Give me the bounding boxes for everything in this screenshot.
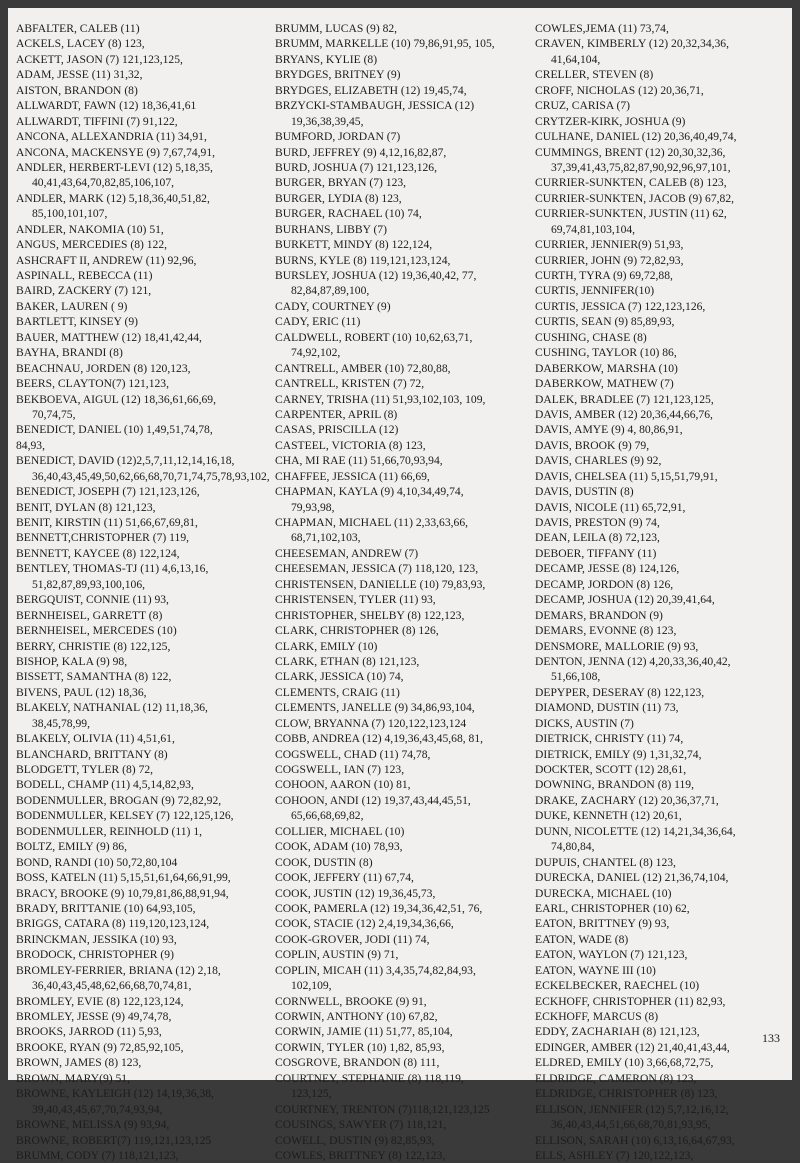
index-entry: ANDLER, MARK (12) 5,18,36,40,51,82, [16, 191, 210, 205]
index-entry: BEACHNAU, JORDEN (8) 120,123, [16, 361, 191, 375]
index-entry: BRIGGS, CATARA (8) 119,120,123,124, [16, 917, 210, 931]
index-entry: CURTIS, JENNIFER(10) [535, 284, 655, 298]
page-number: 133 [762, 1031, 780, 1045]
index-entry-continuation: 51,82,87,89,93,100,106, [32, 577, 146, 591]
index-entry: ALLWARDT, FAWN (12) 18,36,41,61 [16, 99, 197, 113]
index-entry: CROFF, NICHOLAS (12) 20,36,71, [535, 83, 704, 97]
index-entry: DEMARS, EVONNE (8) 123, [535, 624, 677, 638]
index-entry: DAVIS, NICOLE (11) 65,72,91, [535, 500, 686, 514]
index-entry: BRODOCK, CHRISTOPHER (9) [16, 948, 174, 962]
index-entry: DIETRICK, EMILY (9) 1,31,32,74, [535, 747, 702, 761]
index-entry-continuation: 74,80,84, [551, 840, 595, 854]
index-entry: CORNWELL, BROOKE (9) 91, [275, 994, 427, 1008]
index-entry: CLARK, EMILY (10) [275, 639, 378, 653]
index-entry: DURECKA, MICHAEL (10) [535, 886, 672, 900]
index-entry: ELLISON, JENNIFER (12) 5,7,12,16,12, [535, 1102, 729, 1116]
index-entry: BENNETT, KAYCEE (8) 122,124, [16, 546, 180, 560]
index-entry: CHEESEMAN, ANDREW (7) [275, 546, 419, 560]
index-entry: COPLIN, MICAH (11) 3,4,35,74,82,84,93, [275, 963, 476, 977]
index-entry: BENTLEY, THOMAS-TJ (11) 4,6,13,16, [16, 562, 209, 576]
index-entry: DEAN, LEILA (8) 72,123, [535, 531, 660, 545]
index-entry-continuation: 39,40,43,45,67,70,74,93,94, [32, 1102, 163, 1116]
index-entry: DURECKA, DANIEL (12) 21,36,74,104, [535, 871, 729, 885]
index-entry: BROWNE, ROBERT(7) 119,121,123,125 [16, 1133, 212, 1147]
index-entry: BRYDGES, BRITNEY (9) [275, 68, 401, 82]
index-entry: BROOKS, JARROD (11) 5,93, [16, 1025, 162, 1039]
index-entry: CADY, COURTNEY (9) [275, 299, 391, 313]
index-entry: BURNS, KYLE (8) 119,121,123,124, [275, 253, 451, 267]
index-entry-continuation: 79,93,98, [291, 500, 335, 514]
index-entry: BRZYCKI-STAMBAUGH, JESSICA (12) [275, 99, 475, 113]
index-entry: CRAVEN, KIMBERLY (12) 20,32,34,36, [535, 37, 730, 51]
index-entry: BRUMM, CODY (7) 118,121,123, [16, 1148, 179, 1162]
index-entry: BODENMULLER, KELSEY (7) 122,125,126, [16, 809, 234, 823]
index-entry: DOWNING, BRANDON (8) 119, [535, 778, 694, 792]
index-entry: ASHCRAFT II, ANDREW (11) 92,96, [16, 253, 197, 267]
index-entry: CURTIS, SEAN (9) 85,89,93, [535, 315, 675, 329]
index-entry: CLARK, JESSICA (10) 74, [275, 670, 404, 684]
index-entry: DENTON, JENNA (12) 4,20,33,36,40,42, [535, 654, 731, 668]
index-entry: ANCONA, MACKENSYE (9) 7,67,74,91, [16, 145, 216, 159]
index-entry: CALDWELL, ROBERT (10) 10,62,63,71, [275, 330, 473, 344]
index-entry: BENIT, KIRSTIN (11) 51,66,67,69,81, [16, 516, 198, 529]
index-entry: COOK, DUSTIN (8) [275, 855, 373, 869]
index-entry: COOK, PAMERLA (12) 19,34,36,42,51, 76, [275, 901, 483, 915]
index-entry: BRINCKMAN, JESSIKA (10) 93, [16, 932, 177, 946]
index-entry: CHAFFEE, JESSICA (11) 66,69, [275, 469, 430, 483]
index-entry: ANCONA, ALLEXANDRIA (11) 34,91, [16, 130, 207, 144]
index-entry: EATON, WADE (8) [535, 932, 629, 946]
index-entry: BODENMULLER, BROGAN (9) 72,82,92, [16, 793, 222, 807]
index-entry: DECAMP, JOSHUA (12) 20,39,41,64, [535, 593, 715, 607]
index-entry-continuation: 51,66,108, [551, 670, 601, 684]
index-entry: CLOW, BRYANNA (7) 120,122,123,124 [275, 716, 467, 730]
index-entry: CHRISTENSEN, DANIELLE (10) 79,83,93, [275, 577, 486, 591]
index-entry: BURD, JOSHUA (7) 121,123,126, [275, 160, 438, 174]
index-entry: BROWN, JAMES (8) 123, [16, 1056, 142, 1070]
index-entry: BEKBOEVA, AIGUL (12) 18,36,61,66,69, [16, 392, 216, 406]
index-entry: COOK, ADAM (10) 78,93, [275, 840, 403, 854]
index-entry: COPLIN, AUSTIN (9) 71, [275, 948, 399, 962]
index-entry: AISTON, BRANDON (8) [16, 83, 138, 97]
index-entry: COURTNEY, STEPHANIE (8) 118,119, [275, 1071, 464, 1085]
index-entry: BAYHA, BRANDI (8) [16, 346, 123, 360]
index-entry: BURGER, LYDIA (8) 123, [275, 191, 402, 205]
index-column-2 [275, 21, 495, 1163]
index-entry: BROWNE, KAYLEIGH (12) 14,19,36,38, [16, 1087, 214, 1101]
index-entry: BODENMULLER, REINHOLD (11) 1, [16, 824, 203, 838]
index-entry: BISHOP, KALA (9) 98, [16, 654, 128, 668]
index-entry: CUMMINGS, BRENT (12) 20,30,32,36, [535, 145, 726, 159]
index-entry: ECKHOFF, MARCUS (8) [535, 1010, 659, 1023]
index-entry: DAVIS, AMYE (9) 4, 80,86,91, [535, 423, 683, 437]
index-entry: BAKER, LAUREN ( 9) [16, 299, 128, 313]
index-entry: COGSWELL, CHAD (11) 74,78, [275, 747, 431, 761]
index-entry-continuation: 123,125, [291, 1087, 332, 1101]
index-entry: BAUER, MATTHEW (12) 18,41,42,44, [16, 330, 202, 344]
index-entry: CURRIER-SUNKTEN, CALEB (8) 123, [535, 176, 727, 190]
index-entry: BENNETT,CHRISTOPHER (7) 119, [16, 531, 190, 545]
index-entry: CANTRELL, AMBER (10) 72,80,88, [275, 361, 451, 375]
index-entry: BENIT, DYLAN (8) 121,123, [16, 500, 156, 514]
index-entry: BERNHEISEL, MERCEDES (10) [16, 624, 177, 638]
index-entry: CASTEEL, VICTORIA (8) 123, [275, 438, 426, 452]
index-entry: COBB, ANDREA (12) 4,19,36,43,45,68, 81, [275, 732, 484, 746]
index-entry: BISSETT, SAMANTHA (8) 122, [16, 670, 172, 684]
index-entry-continuation: 102,109, [291, 979, 332, 993]
index-entry: ASPINALL, REBECCA (11) [16, 269, 153, 282]
index-entry: DENSMORE, MALLORIE (9) 93, [535, 639, 699, 653]
index-entry-continuation: 68,71,102,103, [291, 531, 361, 545]
index-entry-continuation: 65,66,68,69,82, [291, 809, 364, 823]
index-entry: BROWNE, MELISSA (9) 93,94, [16, 1118, 170, 1132]
index-entry: BODELL, CHAMP (11) 4,5,14,82,93, [16, 778, 194, 792]
index-entry: BOSS, KATELN (11) 5,15,51,61,64,66,91,99, [16, 871, 231, 885]
index-entry: DEPYPER, DESERAY (8) 122,123, [535, 685, 705, 699]
index-entry: COURTNEY, TRENTON (7)118,121,123,125 [275, 1102, 490, 1116]
index-entry: BERRY, CHRISTIE (8) 122,125, [16, 639, 171, 653]
index-entry: BROMLEY, JESSE (9) 49,74,78, [16, 1010, 172, 1023]
index-entry: DUKE, KENNETH (12) 20,61, [535, 809, 682, 823]
index-entry: DABERKOW, MATHEW (7) [535, 377, 674, 391]
index-entry: ANDLER, HERBERT-LEVI (12) 5,18,35, [16, 160, 213, 174]
index-entry: EATON, WAYNE III (10) [535, 963, 656, 977]
index-entry: ELDRED, EMILY (10) 3,66,68,72,75, [535, 1056, 714, 1070]
index-entry: BOLTZ, EMILY (9) 86, [16, 840, 128, 854]
index-entry: DUNN, NICOLETTE (12) 14,21,34,36,64, [535, 824, 736, 838]
index-entry-continuation: 70,74,75, [32, 407, 76, 421]
index-entry: EDINGER, AMBER (12) 21,40,41,43,44, [535, 1040, 730, 1054]
index-entry: DRAKE, ZACHARY (12) 20,36,37,71, [535, 793, 719, 807]
index-entry: BRUMM, LUCAS (9) 82, [275, 22, 398, 35]
index-entry: BLAKELY, NATHANIAL (12) 11,18,36, [16, 701, 208, 715]
index-entry: BLAKELY, OLIVIA (11) 4,51,61, [16, 732, 175, 746]
index-entry-continuation: 85,100,101,107, [32, 207, 108, 221]
index-entry-continuation: 82,84,87,89,100, [291, 284, 370, 298]
index-entry: DALEK, BRADLEE (7) 121,123,125, [535, 392, 714, 406]
index-entry: CLARK, CHRISTOPHER (8) 126, [275, 624, 439, 638]
index-entry: BRYDGES, ELIZABETH (12) 19,45,74, [275, 83, 467, 97]
index-entry: DIAMOND, DUSTIN (11) 73, [535, 701, 679, 715]
index-entry: BRADY, BRITTANIE (10) 64,93,105, [16, 901, 196, 915]
index-entry: CURRIER-SUNKTEN, JACOB (9) 67,82, [535, 191, 735, 205]
index-entry: DEBOER, TIFFANY (11) [535, 546, 657, 560]
index-entry: COHOON, AARON (10) 81, [275, 778, 411, 792]
index-entry: CORWIN, TYLER (10) 1,82, 85,93, [275, 1040, 445, 1054]
index-entry: BIVENS, PAUL (12) 18,36, [16, 685, 147, 699]
index-entry: BOND, RANDI (10) 50,72,80,104 [16, 855, 178, 869]
index-entry: ECKELBECKER, RAECHEL (10) [535, 979, 700, 993]
index-entry: BERNHEISEL, GARRETT (8) [16, 608, 163, 622]
index-entry-continuation: 37,39,41,43,75,82,87,90,92,96,97,101, [551, 160, 731, 174]
index-entry: ELDRIDGE, CHRISTOPHER (8) 123, [535, 1087, 718, 1101]
index-entry: ANDLER, NAKOMIA (10) 51, [16, 222, 164, 236]
index-entry: DAVIS, DUSTIN (8) [535, 485, 634, 499]
index-entry: ELLISON, SARAH (10) 6,13,16,64,67,93, [535, 1133, 735, 1147]
index-entry: DECAMP, JESSE (8) 124,126, [535, 562, 680, 576]
index-entry: DAVIS, CHELSEA (11) 5,15,51,79,91, [535, 469, 718, 483]
index-entry: CASAS, PRISCILLA (12) [275, 423, 399, 437]
index-entry: BARTLETT, KINSEY (9) [16, 315, 138, 329]
index-entry: BENEDICT, DANIEL (10) 1,49,51,74,78, [16, 423, 213, 437]
index-entry: DAVIS, PRESTON (9) 74, [535, 516, 660, 529]
index-entry: BLANCHARD, BRITTANY (8) [16, 747, 168, 761]
index-column-1 [16, 21, 270, 1163]
index-entry: CRUZ, CARISA (7) [535, 99, 631, 113]
index-entry: COOK-GROVER, JODI (11) 74, [275, 932, 430, 946]
index-entry: BRACY, BROOKE (9) 10,79,81,86,88,91,94, [16, 886, 229, 900]
index-entry-continuation: 69,74,81,103,104, [551, 222, 636, 236]
index-entry: CUSHING, TAYLOR (10) 86, [535, 346, 677, 360]
index-entry: BRYANS, KYLIE (8) [275, 52, 378, 66]
index-entry: DICKS, AUSTIN (7) [535, 716, 634, 730]
index-entry: ALLWARDT, TIFFINI (7) 91,122, [16, 114, 178, 128]
index-column-3 [535, 21, 736, 1163]
index-entry: CURRIER-SUNKTEN, JUSTIN (11) 62, [535, 207, 727, 221]
index-entry-continuation: 74,92,102, [291, 346, 341, 360]
index-entry: BURGER, RACHAEL (10) 74, [275, 207, 422, 221]
index-entry: BROMLEY, EVIE (8) 122,123,124, [16, 994, 184, 1008]
index-entry: CURTH, TYRA (9) 69,72,88, [535, 269, 673, 282]
index-entry: CHEESEMAN, JESSICA (7) 118,120, 123, [275, 562, 479, 576]
index-entry: BENEDICT, DAVID (12)2,5,7,11,12,14,16,18, [16, 454, 235, 468]
index-entry: BENEDICT, JOSEPH (7) 121,123,126, [16, 485, 200, 499]
index-entry: BERGQUIST, CONNIE (11) 93, [16, 593, 169, 607]
index-entry: EARL, CHRISTOPHER (10) 62, [535, 901, 690, 915]
index-entry: BLODGETT, TYLER (8) 72, [16, 763, 154, 776]
index-entry: BEERS, CLAYTON(7) 121,123, [16, 377, 169, 391]
index-entry: DABERKOW, MARSHA (10) [535, 361, 678, 375]
index-entry: DIETRICK, CHRISTY (11) 74, [535, 732, 684, 746]
index-entry: ECKHOFF, CHRISTOPHER (11) 82,93, [535, 994, 726, 1008]
index-entry: DECAMP, JORDON (8) 126, [535, 577, 674, 591]
index-entry: CUSHING, CHASE (8) [535, 330, 647, 344]
index-entry: BURSLEY, JOSHUA (12) 19,36,40,42, 77, [275, 269, 477, 282]
index-entry: BURKETT, MINDY (8) 122,124, [275, 238, 433, 252]
index-entry: ELDRIDGE, CAMERON (8) 123, [535, 1071, 697, 1085]
index-entry: CORWIN, ANTHONY (10) 67,82, [275, 1010, 438, 1023]
index-entry: CLEMENTS, CRAIG (11) [275, 685, 400, 699]
index-entry-continuation: 38,45,78,99, [32, 716, 90, 730]
index-entry: EDDY, ZACHARIAH (8) 121,123, [535, 1025, 700, 1039]
index-entry: COOK, JUSTIN (12) 19,36,45,73, [275, 886, 436, 900]
index-entry-continuation: 36,40,43,44,51,66,68,70,81,93,95, [551, 1118, 711, 1132]
index-entry: DUPUIS, CHANTEL (8) 123, [535, 855, 676, 869]
index-entry: COGSWELL, IAN (7) 123, [275, 763, 405, 776]
index-entry: EATON, BRITTNEY (9) 93, [535, 917, 670, 931]
index-entry: CHRISTENSEN, TYLER (11) 93, [275, 593, 436, 607]
index-entry: 84,93, [16, 438, 45, 452]
index-entry: BURHANS, LIBBY (7) [275, 222, 387, 236]
index-entry: CORWIN, JAMIE (11) 51,77, 85,104, [275, 1025, 453, 1039]
index-entry-continuation: 36,40,43,45,48,62,66,68,70,74,81, [32, 979, 192, 993]
index-entry: COUSINGS, SAWYER (7) 118,121, [275, 1118, 447, 1132]
index-entry: CHRISTOPHER, SHELBY (8) 122,123, [275, 608, 465, 622]
index-entry: EATON, WAYLON (7) 121,123, [535, 948, 688, 962]
index-entry: BROOKE, RYAN (9) 72,85,92,105, [16, 1040, 184, 1054]
index-entry: DAVIS, CHARLES (9) 92, [535, 454, 662, 468]
index-entry: CARPENTER, APRIL (8) [275, 407, 398, 421]
index-entry: CADY, ERIC (11) [275, 315, 361, 329]
index-entry: BROWN, MARY(9) 51, [16, 1071, 131, 1085]
index-entry-continuation: 40,41,43,64,70,82,85,106,107, [32, 176, 175, 190]
index-entry: COSGROVE, BRANDON (8) 111, [275, 1056, 440, 1070]
index-entry: COLLIER, MICHAEL (10) [275, 824, 405, 838]
index-entry: BURD, JEFFREY (9) 4,12,16,82,87, [275, 145, 447, 159]
index-entry: BURGER, BRYAN (7) 123, [275, 176, 407, 190]
index-entry: CARNEY, TRISHA (11) 51,93,102,103, 109, [275, 392, 486, 406]
index-entry: CLARK, ETHAN (8) 121,123, [275, 654, 420, 668]
index-entry: BRUMM, MARKELLE (10) 79,86,91,95, 105, [275, 37, 495, 51]
index-entry: BAIRD, ZACKERY (7) 121, [16, 284, 152, 298]
index-entry: CHAPMAN, KAYLA (9) 4,10,34,49,74, [275, 485, 464, 499]
index-entry: ACKETT, JASON (7) 121,123,125, [16, 52, 183, 66]
index-entry: BROMLEY-FERRIER, BRIANA (12) 2,18, [16, 963, 221, 977]
index-entry: CURTIS, JESSICA (7) 122,123,126, [535, 299, 706, 313]
index-entry: DAVIS, BROOK (9) 79, [535, 438, 650, 452]
index-entry: CLEMENTS, JANELLE (9) 34,86,93,104, [275, 701, 475, 715]
index-entry: CHAPMAN, MICHAEL (11) 2,33,63,66, [275, 516, 469, 529]
index-entry: ADAM, JESSE (11) 31,32, [16, 68, 143, 82]
index-page [8, 8, 792, 1162]
index-entry: ANGUS, MERCEDIES (8) 122, [16, 238, 168, 252]
index-entry: CURRIER, JOHN (9) 72,82,93, [535, 253, 684, 267]
index-entry: DAVIS, AMBER (12) 20,36,44,66,76, [535, 407, 713, 421]
index-entry: ACKELS, LACEY (8) 123, [16, 37, 145, 51]
index-entry: ABFALTER, CALEB (11) [16, 22, 140, 35]
index-entry-continuation: 36,40,43,45,49,50,62,66,68,70,71,74,75,78,93,102, [32, 469, 270, 483]
index-entry: COWLES,JEMA (11) 73,74, [535, 22, 669, 35]
index-entry: DOCKTER, SCOTT (12) 28,61, [535, 763, 687, 776]
index-entry: ELLS, ASHLEY (7) 120,122,123, [535, 1148, 694, 1162]
index-entry-continuation: 41,64,104, [551, 52, 601, 66]
index-entry: CANTRELL, KRISTEN (7) 72, [275, 377, 425, 391]
index-entry: BUMFORD, JORDAN (7) [275, 130, 401, 144]
index-entry: CURRIER, JENNIER(9) 51,93, [535, 238, 684, 252]
index-entry: CHA, MI RAE (11) 51,66,70,93,94, [275, 454, 443, 468]
index-entry: COWELL, DUSTIN (9) 82,85,93, [275, 1133, 435, 1147]
index-entry-continuation: 19,36,38,39,45, [291, 114, 364, 128]
index-entry: CRELLER, STEVEN (8) [535, 68, 654, 82]
index-entry: CRYTZER-KIRK, JOSHUA (9) [535, 114, 686, 128]
index-entry: COWLES, BRITTNEY (8) 122,123, [275, 1148, 446, 1162]
index-entry: COOK, STACIE (12) 2,4,19,34,36,66, [275, 917, 454, 931]
index-entry: COHOON, ANDI (12) 19,37,43,44,45,51, [275, 793, 471, 807]
index-entry: CULHANE, DANIEL (12) 20,36,40,49,74, [535, 130, 737, 144]
index-entry: COOK, JEFFERY (11) 67,74, [275, 871, 414, 885]
index-entry: DEMARS, BRANDON (9) [535, 608, 663, 622]
